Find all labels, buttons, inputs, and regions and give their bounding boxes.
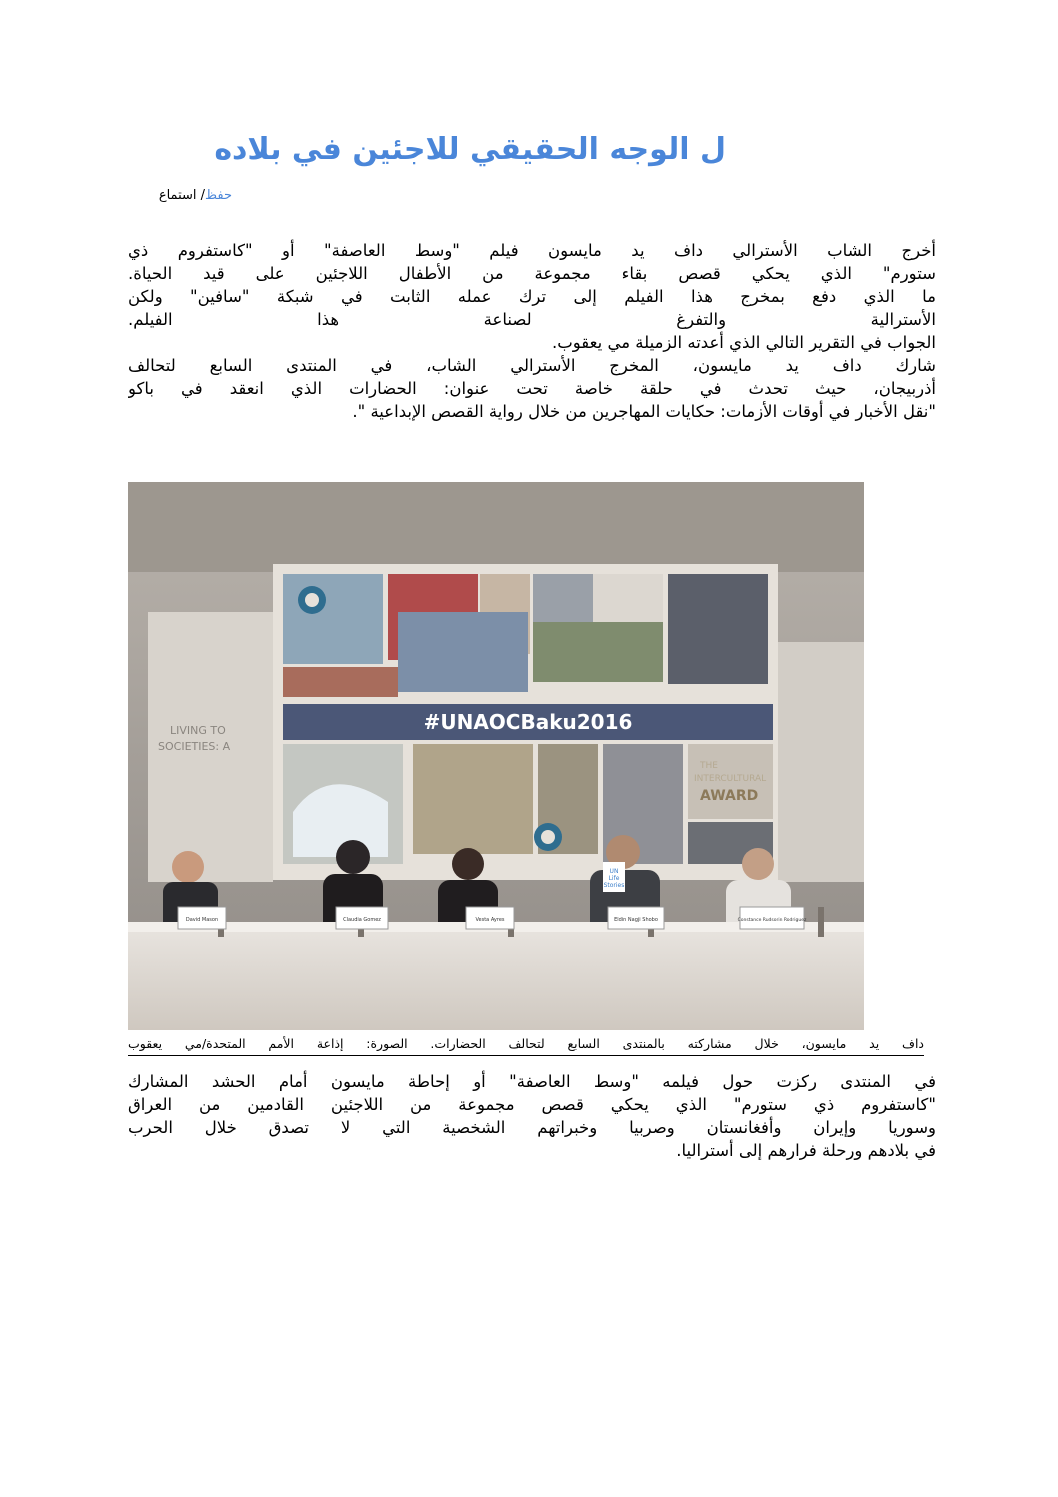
paragraph-line: وسوريا وإيران وأفغانستان وصربيا وخبراتهم الشخصية التي لا تصدق خلال الحرب <box>128 1118 936 1137</box>
award-text-line: THE <box>700 761 718 771</box>
paragraph-line: الأسترالية والتفرغ لصناعة هذا الفيلم. <box>128 310 936 329</box>
paragraph-line: الجواب في التقرير التالي الذي أعدته الزميلة مي يعقوب. <box>552 333 936 352</box>
paragraph-line: في المنتدى ركزت حول فيلمه "وسط العاصفة" أو إحاطة مايسون أمام الحشد المشارك <box>128 1072 936 1091</box>
nameplate: Claudia Gomez <box>343 917 381 923</box>
paragraph-line: "كاستفروم ذي ستورم" الذي يحكي قصص مجموعة من اللاجئين القادمين من العراق <box>128 1095 936 1114</box>
paragraph-line: في بلادهم ورحلة فرارهم إلى أستراليا. <box>676 1141 936 1160</box>
nameplate: David Mason <box>185 917 219 923</box>
article-title: ل الوجه الحقيقي للاجئين في بلاده <box>214 132 726 167</box>
paragraph-line: "نقل الأخبار في أوقات الأزمات: حكايات المهاجرين من خلال رواية القصص الإبداعية ". <box>352 402 936 421</box>
nameplate: Vesta Ayres <box>475 917 505 923</box>
paragraph-line: ما الذي دفع بمخرج هذا الفيلم إلى ترك عمله الثابت في شبكة "سافين" ولكن <box>128 287 936 306</box>
wall-text-line: LIVING TO <box>170 724 226 737</box>
photo-illustration <box>128 482 864 1030</box>
paragraph-line: أخرج الشاب الأسترالي داف يد مايسون فيلم "وسط العاصفة" أو "كاستفروم ذي <box>128 241 936 260</box>
award-text-line: AWARD <box>700 788 759 804</box>
photo-caption: داف يد مايسون، خلال مشاركته بالمنتدى السابع لتحالف الحضارات. الصورة: إذاعة الأمم المتحدة/مي يعقوب <box>128 1033 924 1056</box>
byline-author[interactable]: حفظ <box>205 188 232 203</box>
badge-text-line: UN <box>609 868 619 875</box>
byline <box>120 186 232 206</box>
paragraph-line: شارك داف يد مايسون، المخرج الأسترالي الشاب، في المنتدى السابع لتحالف <box>128 356 936 375</box>
intro-paragraph <box>128 239 936 423</box>
conference-photo <box>128 482 864 1030</box>
body-paragraph <box>128 1070 936 1162</box>
wall-text-line: SOCIETIES: A <box>158 740 231 753</box>
hashtag-text: #UNAOCBaku2016 <box>423 710 633 734</box>
nameplate: Eldin Nagji Shobo <box>614 917 658 923</box>
paragraph-line: ستورم" الذي يحكي قصص بقاء مجموعة من الأطفال اللاجئين على قيد الحياة. <box>128 264 936 283</box>
award-text-line: INTERCULTURAL <box>694 774 767 784</box>
paragraph-line: أذربيجان، حيث تحدث في حلقة خاصة تحت عنوان: الحضارات الذي انعقد في باكو <box>128 379 936 398</box>
byline-source: استماع <box>158 188 197 203</box>
badge-text-line: Life <box>608 875 620 882</box>
byline-separator: / <box>200 188 206 203</box>
badge-text-line: Stories <box>603 882 625 889</box>
panel-table <box>128 927 864 1030</box>
nameplate: Constance Rudsorin Rodriguez <box>737 918 807 923</box>
